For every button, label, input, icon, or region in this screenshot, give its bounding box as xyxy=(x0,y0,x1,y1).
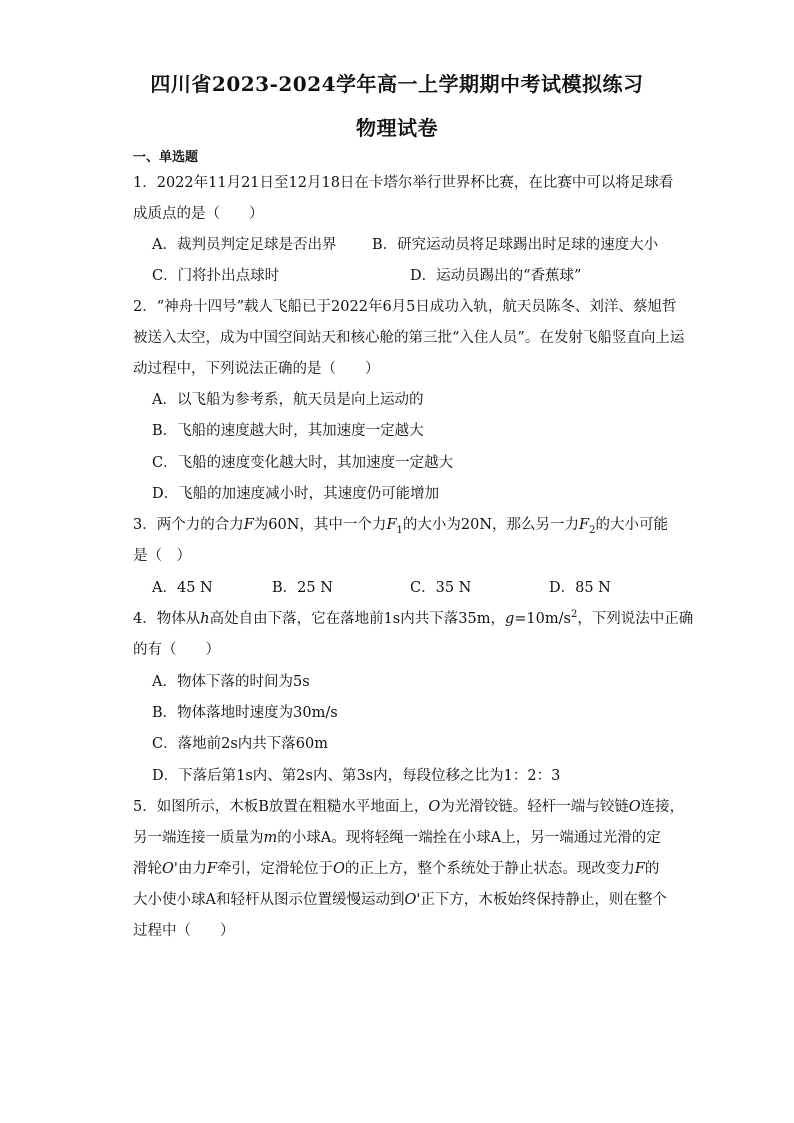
question-5-line-4: 大小使小球A和轻杆从图示位置缓慢运动到O'正下方，木板始终保持静止，则在整个 xyxy=(133,892,667,908)
question-2-line-1: 2．“神舟十四号”载人飞船已于2022年6月5日成功入轨，航天员陈冬、刘洋、蔡旭哲 xyxy=(133,299,677,315)
section-heading: 一、单选题 xyxy=(133,150,199,165)
question-1-option-a: A．裁判员判定足球是否出界 xyxy=(152,237,337,253)
question-3-option-d: D．85 N xyxy=(549,580,611,596)
question-5-line-2: 另一端连接一质量为m的小球A。现将轻绳一端拴在小球A上，另一端通过光滑的定 xyxy=(133,830,661,846)
question-1-option-b: B．研究运动员将足球踢出时足球的速度大小 xyxy=(372,237,659,253)
question-5-line-5: 过程中（ ） xyxy=(133,923,235,939)
question-4-option-d: D．下落后第1s内、第2s内、第3s内，每段位移之比为1：2：3 xyxy=(152,768,561,784)
question-2-option-d: D．飞船的加速度减小时，其速度仍可能增加 xyxy=(152,486,440,502)
question-2-option-a: A．以飞船为参考系，航天员是向上运动的 xyxy=(152,392,424,408)
question-1-option-d: D．运动员踢出的“香蕉球” xyxy=(410,268,582,284)
question-2-line-2: 被送入太空，成为中国空间站天和核心舱的第三批“入住人员”。在发射飞船竖直向上运 xyxy=(133,330,685,346)
page-subtitle: 物理试卷 xyxy=(356,116,438,140)
page-title: 四川省2023-2024学年高一上学期期中考试模拟练习 xyxy=(150,72,644,96)
question-3-option-a: A．45 N xyxy=(152,580,213,596)
question-3-option-c: C．35 N xyxy=(410,580,472,596)
question-5-line-1: 5．如图所示，木板B放置在粗糙水平地面上，O为光滑铰链。轻杆一端与铰链O连接， xyxy=(133,799,685,815)
question-3-line-1: 3．两个力的合力F为60N，其中一个力$F_1$的大小为20N，那么另一力$F_2$的大小可能 xyxy=(133,517,668,536)
question-1-option-c: C．门将扑出点球时 xyxy=(152,268,280,284)
question-2-option-b: B．飞船的速度越大时，其加速度一定越大 xyxy=(152,423,424,439)
question-4-option-c: C．落地前2s内共下落60m xyxy=(152,736,328,752)
question-4-option-a: A．物体下落的时间为5s xyxy=(152,674,310,690)
question-2-option-c: C．飞船的速度变化越大时，其加速度一定越大 xyxy=(152,455,454,471)
question-5-line-3: 滑轮O'由力F牵引，定滑轮位于O的正上方，整个系统处于静止状态。现改变力F的 xyxy=(133,861,660,877)
question-4-option-b: B．物体落地时速度为30m/s xyxy=(152,705,338,721)
question-2-line-3: 动过程中，下列说法正确的是（ ） xyxy=(133,361,380,377)
question-3-line-2: 是（ ） xyxy=(133,548,191,564)
question-4-line-2: 的有（ ） xyxy=(133,642,220,658)
question-4-line-1: 4．物体从h高处自由下落，它在落地前1s内共下落35m，$g=10m/s^2$，下列说法中正确 xyxy=(133,609,694,627)
question-1-line-1: 1．2022年11月21日至12月18日在卡塔尔举行世界杯比赛，在比赛中可以将足球看 xyxy=(133,175,674,191)
question-3-option-b: B．25 N xyxy=(272,580,333,596)
question-1-line-2: 成质点的是（ ） xyxy=(133,206,264,222)
